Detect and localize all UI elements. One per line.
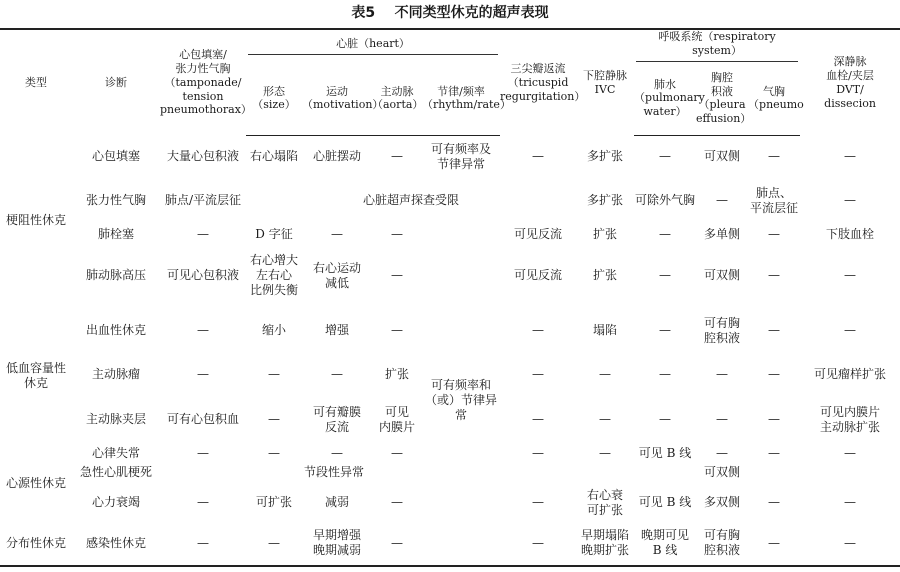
effusion-cell: 可双侧: [704, 149, 741, 164]
dvt-cell: —: [800, 522, 900, 566]
dvt-cell: —: [844, 149, 857, 163]
ivc-cell: [576, 462, 634, 484]
motion-cell: —: [331, 367, 343, 381]
size-cell: 缩小: [261, 323, 286, 337]
tricuspid-cell: —: [532, 367, 545, 381]
ivc-cell: 塌陷: [593, 323, 618, 337]
motion-cell: 心脏摆动: [312, 149, 361, 164]
size-cell: —: [268, 412, 280, 426]
pneumothorax-cell: —: [768, 446, 781, 460]
header-tricuspid: 三尖瓣返流 （tricuspid regurgitation）: [500, 29, 576, 136]
tamponade-cell: —: [197, 446, 209, 460]
motion-cell: 右心运动 减低: [312, 260, 361, 290]
caption-label: 表5: [351, 5, 376, 21]
tamponade-cell: —: [197, 367, 209, 381]
category-obstructive: 梗阻性休克: [5, 213, 66, 227]
category-cardiogenic: 心源性休克: [5, 476, 66, 490]
pneumothorax-cell: [748, 462, 800, 484]
dx-cell: 心力衰竭: [91, 495, 140, 509]
header-effusion: 胸腔 积液 （pleura effusion）: [696, 62, 748, 136]
tricuspid-cell: —: [532, 495, 545, 509]
aorta-cell: 扩张: [384, 367, 409, 381]
effusion-cell: —: [716, 367, 729, 381]
rhythm-cell: [422, 246, 500, 306]
table-row: [0, 522, 900, 566]
effusion-cell: 多双侧: [704, 495, 741, 509]
effusion-cell: 可双侧: [704, 465, 741, 479]
header-aorta: 主动脉 （aorta）: [372, 62, 422, 136]
table-row: [0, 356, 900, 394]
lung-cell: 可见 B 线: [638, 446, 692, 460]
dvt-cell: 可见瘤样扩张: [814, 367, 887, 381]
tamponade-cell: —: [197, 323, 209, 337]
lung-cell: —: [659, 412, 672, 426]
dx-cell: 心律失常: [91, 446, 140, 460]
category-distributive: 分布性休克: [0, 522, 72, 566]
tamponade-cell: 肺点/平流层征: [164, 193, 242, 207]
rhythm-cell: [422, 484, 500, 522]
tamponade-cell: —: [197, 227, 209, 241]
lung-cell: 晚期可见 B 线: [634, 522, 696, 566]
header-tamponade: 心包填塞/ 张力性气胸 （tamponade/ tension pneumothorax）: [160, 29, 246, 136]
table-row: [0, 462, 900, 484]
heart-merged-cell: 心脏超声探查受限: [363, 193, 460, 207]
motion-cell: —: [331, 446, 343, 460]
effusion-cell: —: [716, 193, 729, 207]
lung-cell: —: [659, 227, 672, 241]
lung-cell: —: [659, 367, 672, 381]
motion-cell: 可有瓣膜 反流: [312, 404, 361, 434]
tamponade-cell: 可有心包积血: [166, 412, 239, 426]
effusion-cell: 可双侧: [704, 268, 741, 282]
pneumothorax-cell: —: [768, 323, 781, 337]
tamponade-cell: 大量心包积液: [166, 149, 239, 163]
dvt-cell: —: [844, 268, 857, 282]
table-row: [0, 224, 900, 246]
dx-cell: 主动脉瘤: [91, 367, 140, 381]
tricuspid-cell: —: [532, 412, 545, 426]
motion-cell: 早期增强 晚期减弱: [302, 522, 372, 566]
effusion-cell: —: [716, 412, 729, 426]
tamponade-cell: —: [160, 522, 246, 566]
ivc-cell: 多扩张: [587, 193, 624, 207]
dvt-cell: 可见内膜片 主动脉扩张: [820, 404, 881, 434]
tamponade-cell: —: [197, 495, 209, 509]
table-row: [0, 246, 900, 306]
tricuspid-cell: —: [532, 446, 545, 460]
size-cell: —: [268, 367, 280, 381]
rhythm-cell: [422, 522, 500, 566]
aorta-cell: —: [391, 323, 403, 337]
dx-cell: 出血性休克: [85, 323, 146, 337]
header-heart-group: 心脏（heart）: [246, 29, 500, 62]
pneumothorax-cell: —: [768, 495, 781, 509]
tricuspid-cell: [500, 462, 576, 484]
rhythm-cell: [422, 446, 500, 462]
ivc-cell: —: [599, 367, 612, 381]
effusion-cell: 可有胸 腔积液: [704, 315, 741, 345]
rhythm-cell: [422, 462, 500, 484]
dx-cell: 肺动脉高压: [85, 268, 146, 282]
category-hypovolemic: 低血容量性 休克: [5, 360, 66, 390]
size-cell: 右心增大 左右心 比例失衡: [249, 253, 298, 297]
header-pneumothorax: 气胸 （pneumo: [748, 62, 800, 136]
rhythm-cell: 可有频率及 节律异常: [431, 141, 492, 171]
table-row: [0, 136, 900, 178]
dx-cell: 主动脉夹层: [85, 412, 146, 426]
table-caption: [0, 2, 900, 22]
ivc-cell: 扩张: [593, 268, 618, 282]
aorta-cell: —: [391, 268, 403, 282]
header-lung-water: 肺水 （pulmonary water）: [634, 62, 696, 136]
tamponade-cell: 可见心包积液: [166, 268, 239, 282]
dvt-cell: —: [844, 495, 857, 509]
pneumothorax-cell: 肺点、 平流层征: [750, 185, 799, 215]
tricuspid-cell: 可见反流: [514, 227, 563, 241]
size-cell: —: [268, 446, 280, 460]
tamponade-cell: [160, 462, 246, 484]
lung-cell: —: [659, 323, 672, 337]
lung-cell: 可除外气胸: [635, 193, 696, 207]
table-row: [0, 484, 900, 522]
ivc-cell: 早期塌陷 晚期扩张: [576, 522, 634, 566]
dvt-cell: [800, 462, 900, 484]
motion-cell: —: [331, 227, 343, 241]
dx-cell: 心包填塞: [91, 149, 140, 163]
lung-cell: 可见 B 线: [638, 495, 692, 509]
ivc-cell: 扩张: [593, 227, 618, 241]
table-row: [0, 306, 900, 356]
dvt-cell: —: [844, 323, 857, 337]
dvt-cell: —: [844, 446, 857, 460]
header-type: 类型: [0, 29, 72, 136]
caption-title: 不同类型休克的超声表现: [394, 5, 549, 21]
header-size: 形态 （size）: [246, 62, 302, 136]
ultrasound-shock-table: [0, 28, 900, 567]
dx-cell: 肺栓塞: [97, 227, 134, 241]
dvt-cell: 下肢血栓: [826, 227, 875, 241]
effusion-cell: —: [716, 446, 729, 460]
ivc-cell: —: [599, 412, 612, 426]
motion-cell: 节段性异常: [303, 465, 364, 479]
size-cell: —: [246, 522, 302, 566]
aorta-cell: —: [391, 227, 403, 241]
dx-cell: 感染性休克: [72, 522, 160, 566]
aorta-cell: —: [391, 495, 403, 509]
rhythm-cell: [422, 306, 500, 356]
size-cell: 可扩张: [255, 495, 292, 509]
ivc-cell: 多扩张: [587, 149, 624, 163]
dvt-cell: —: [844, 193, 857, 207]
effusion-cell: 多单侧: [704, 227, 741, 241]
pneumothorax-cell: —: [768, 367, 781, 381]
pneumothorax-cell: —: [768, 412, 781, 426]
aorta-cell: —: [372, 522, 422, 566]
effusion-cell: 可有胸 腔积液: [696, 522, 748, 566]
table-row: [0, 178, 900, 224]
rhythm-cell: [422, 224, 500, 246]
aorta-cell: 可见 内膜片: [378, 404, 415, 434]
pneumothorax-cell: —: [748, 522, 800, 566]
motion-cell: 减弱: [324, 495, 349, 509]
header-respiratory-group: 呼吸系统（respiratory system）: [634, 29, 800, 62]
pneumothorax-cell: —: [768, 227, 781, 241]
header-dvt: 深静脉 血栓/夹层 DVT/ dissecion: [800, 29, 900, 136]
tricuspid-cell: 可见反流: [514, 268, 563, 282]
header-motion: 运动 （motivation）: [302, 62, 372, 136]
rhythm-cell: 可有频率和 （或）节律异常: [425, 378, 498, 422]
size-cell: D 字征: [255, 227, 293, 241]
ivc-cell: 右心衰 可扩张: [587, 487, 624, 517]
pneumothorax-cell: —: [768, 149, 781, 164]
lung-cell: [634, 462, 696, 484]
dx-cell: 急性心肌梗死: [79, 465, 152, 479]
header-diagnosis: 诊断: [72, 29, 160, 136]
aorta-cell: —: [391, 149, 403, 164]
size-cell: 右心塌陷: [249, 149, 298, 164]
motion-cell: 增强: [324, 323, 349, 337]
tricuspid-cell: —: [532, 323, 545, 337]
aorta-cell: —: [391, 446, 403, 460]
tricuspid-cell: —: [500, 522, 576, 566]
table-row: [0, 446, 900, 462]
lung-cell: —: [659, 268, 672, 282]
pneumothorax-cell: —: [768, 268, 781, 282]
header-ivc: 下腔静脉 IVC: [576, 29, 634, 136]
lung-cell: —: [659, 149, 672, 164]
tricuspid-cell: —: [532, 149, 545, 163]
ivc-cell: —: [599, 446, 612, 460]
dx-cell: 张力性气胸: [85, 193, 146, 207]
header-rhythm: 节律/频率 （rhythm/rate）: [422, 62, 500, 136]
